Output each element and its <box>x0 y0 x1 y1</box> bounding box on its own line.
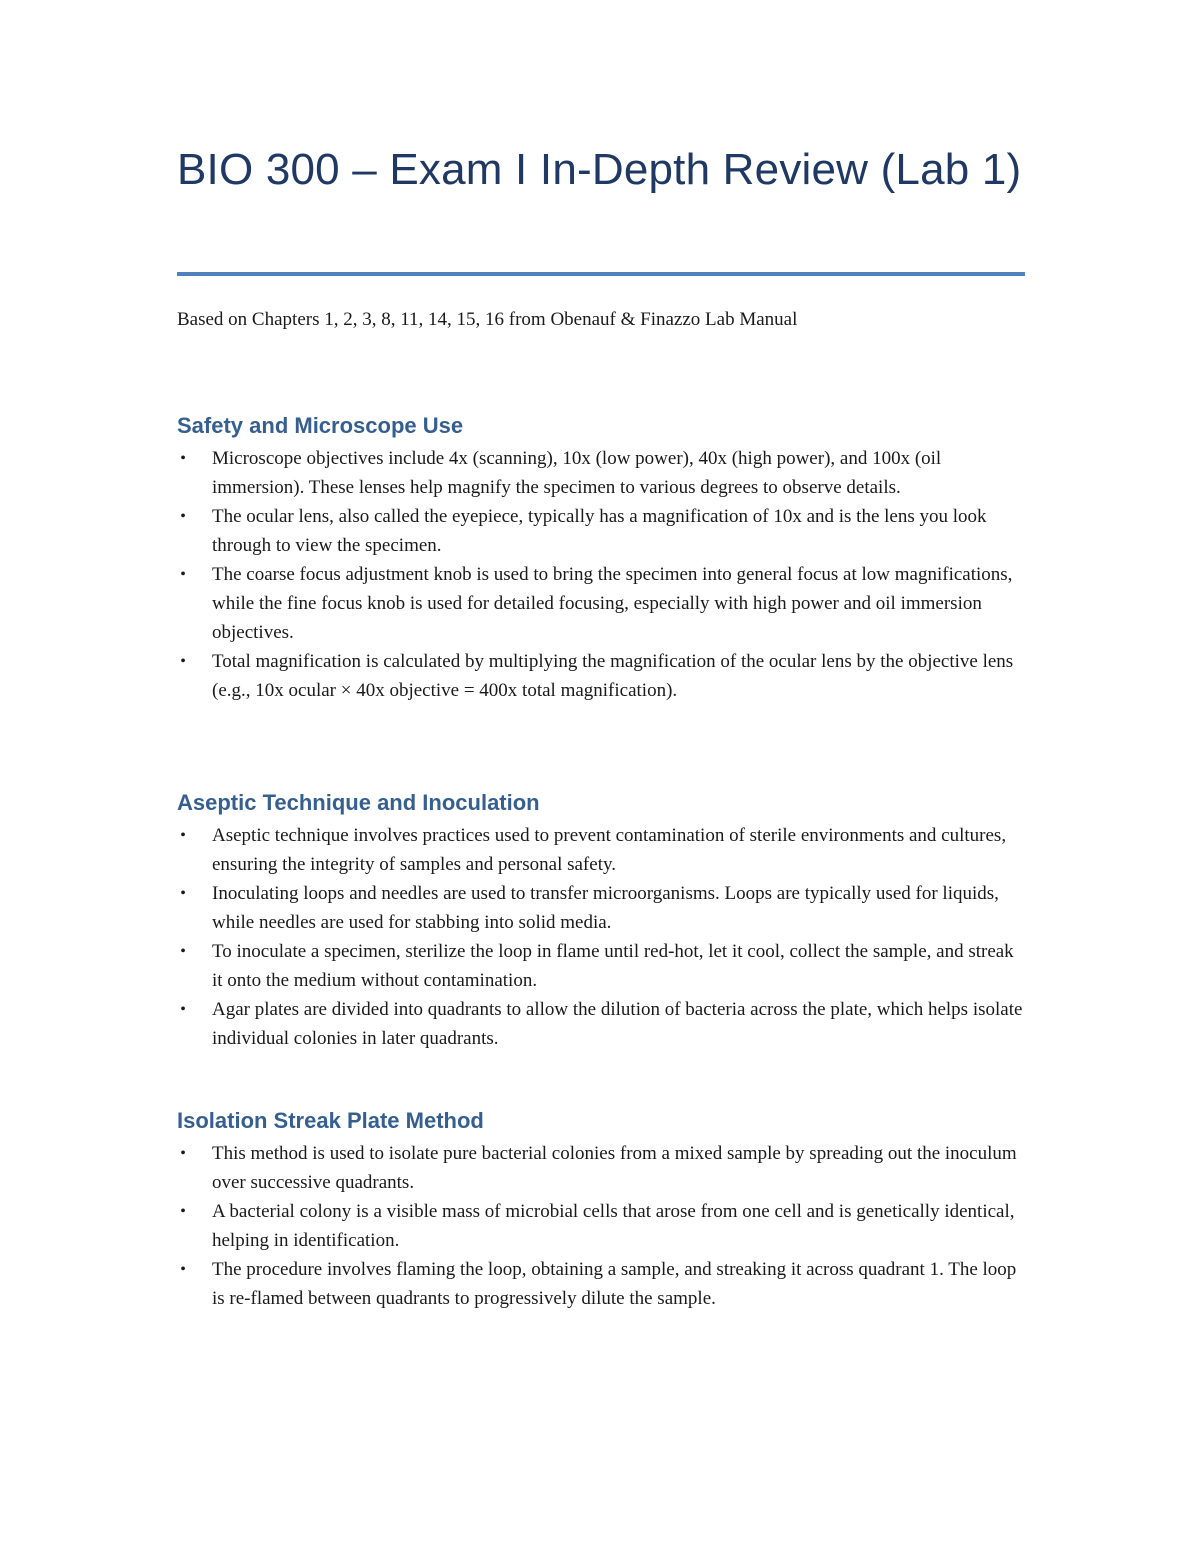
bullet-icon: • <box>180 653 186 670</box>
bullet-icon: • <box>180 1001 186 1018</box>
list-item-text: Total magnification is calculated by multiplying the magnification of the ocular lens by the objective lens (e.g., 10x ocular × 40x objective = 400x total magnification). <box>212 651 1014 701</box>
list-item <box>177 647 1025 705</box>
list-item <box>177 444 1025 502</box>
list-item-text: A bacterial colony is a visible mass of microbial cells that arose from one cell and is genetically identical, helping in identification. <box>212 1201 1015 1251</box>
list-item-text: Microscope objectives include 4x (scanning), 10x (low power), 40x (high power), and 100x (oil immersion). These lenses help magnify the specimen to various degrees to observe details. <box>212 448 942 498</box>
bullet-icon: • <box>180 450 186 467</box>
list-item-text: This method is used to isolate pure bacterial colonies from a mixed sample by spreading out the inoculum over successive quadrants. <box>212 1143 1017 1193</box>
bullet-icon: • <box>180 1145 186 1162</box>
list-item <box>177 502 1025 560</box>
bullet-icon: • <box>180 508 186 525</box>
bullet-list <box>177 1139 1025 1313</box>
section-aseptic-technique <box>177 788 1025 1053</box>
bullet-icon: • <box>180 885 186 902</box>
list-item-text: Aseptic technique involves practices used to prevent contamination of sterile environments and cultures, ensuring the integrity of samples and personal safety. <box>212 825 1007 875</box>
section-heading: Isolation Streak Plate Method <box>177 1108 484 1133</box>
bullet-icon: • <box>180 943 186 960</box>
list-item <box>177 1139 1025 1197</box>
bullet-icon: • <box>180 1261 186 1278</box>
section-isolation-streak-plate <box>177 1106 1025 1313</box>
document-title: BIO 300 – Exam I In-Depth Review (Lab 1) <box>177 145 1022 194</box>
list-item <box>177 937 1025 995</box>
list-item-text: The procedure involves flaming the loop, obtaining a sample, and streaking it across quadrant 1. The loop is re-flamed between quadrants to progressively dilute the sample. <box>212 1259 1017 1309</box>
bullet-icon: • <box>180 566 186 583</box>
list-item-text: The ocular lens, also called the eyepiece, typically has a magnification of 10x and is the lens you look through to view the specimen. <box>212 506 987 556</box>
list-item <box>177 821 1025 879</box>
bullet-list <box>177 444 1025 705</box>
bullet-icon: • <box>180 827 186 844</box>
list-item <box>177 995 1025 1053</box>
list-item-text: Agar plates are divided into quadrants to allow the dilution of bacteria across the plate, which helps isolate individual colonies in later quadrants. <box>212 999 1023 1049</box>
bullet-icon: • <box>180 1203 186 1220</box>
section-heading: Safety and Microscope Use <box>177 413 464 438</box>
list-item <box>177 1255 1025 1313</box>
section-heading: Aseptic Technique and Inoculation <box>177 790 540 815</box>
bullet-list <box>177 821 1025 1053</box>
list-item <box>177 879 1025 937</box>
section-safety-microscope <box>177 411 1025 705</box>
list-item-text: The coarse focus adjustment knob is used to bring the specimen into general focus at low magnifications, while the fine focus knob is used for detailed focusing, especially with high power and oil immersion objectives. <box>212 564 1013 643</box>
document-subtitle: Based on Chapters 1, 2, 3, 8, 11, 14, 15, 16 from Obenauf & Finazzo Lab Manual <box>177 309 798 330</box>
title-underline-rule <box>177 272 1025 276</box>
list-item-text: To inoculate a specimen, sterilize the loop in flame until red-hot, let it cool, collect the sample, and streak it onto the medium without contamination. <box>212 941 1014 991</box>
list-item-text: Inoculating loops and needles are used to transfer microorganisms. Loops are typically used for liquids, while needles are used for stabbing into solid media. <box>212 883 999 933</box>
list-item <box>177 560 1025 647</box>
list-item <box>177 1197 1025 1255</box>
